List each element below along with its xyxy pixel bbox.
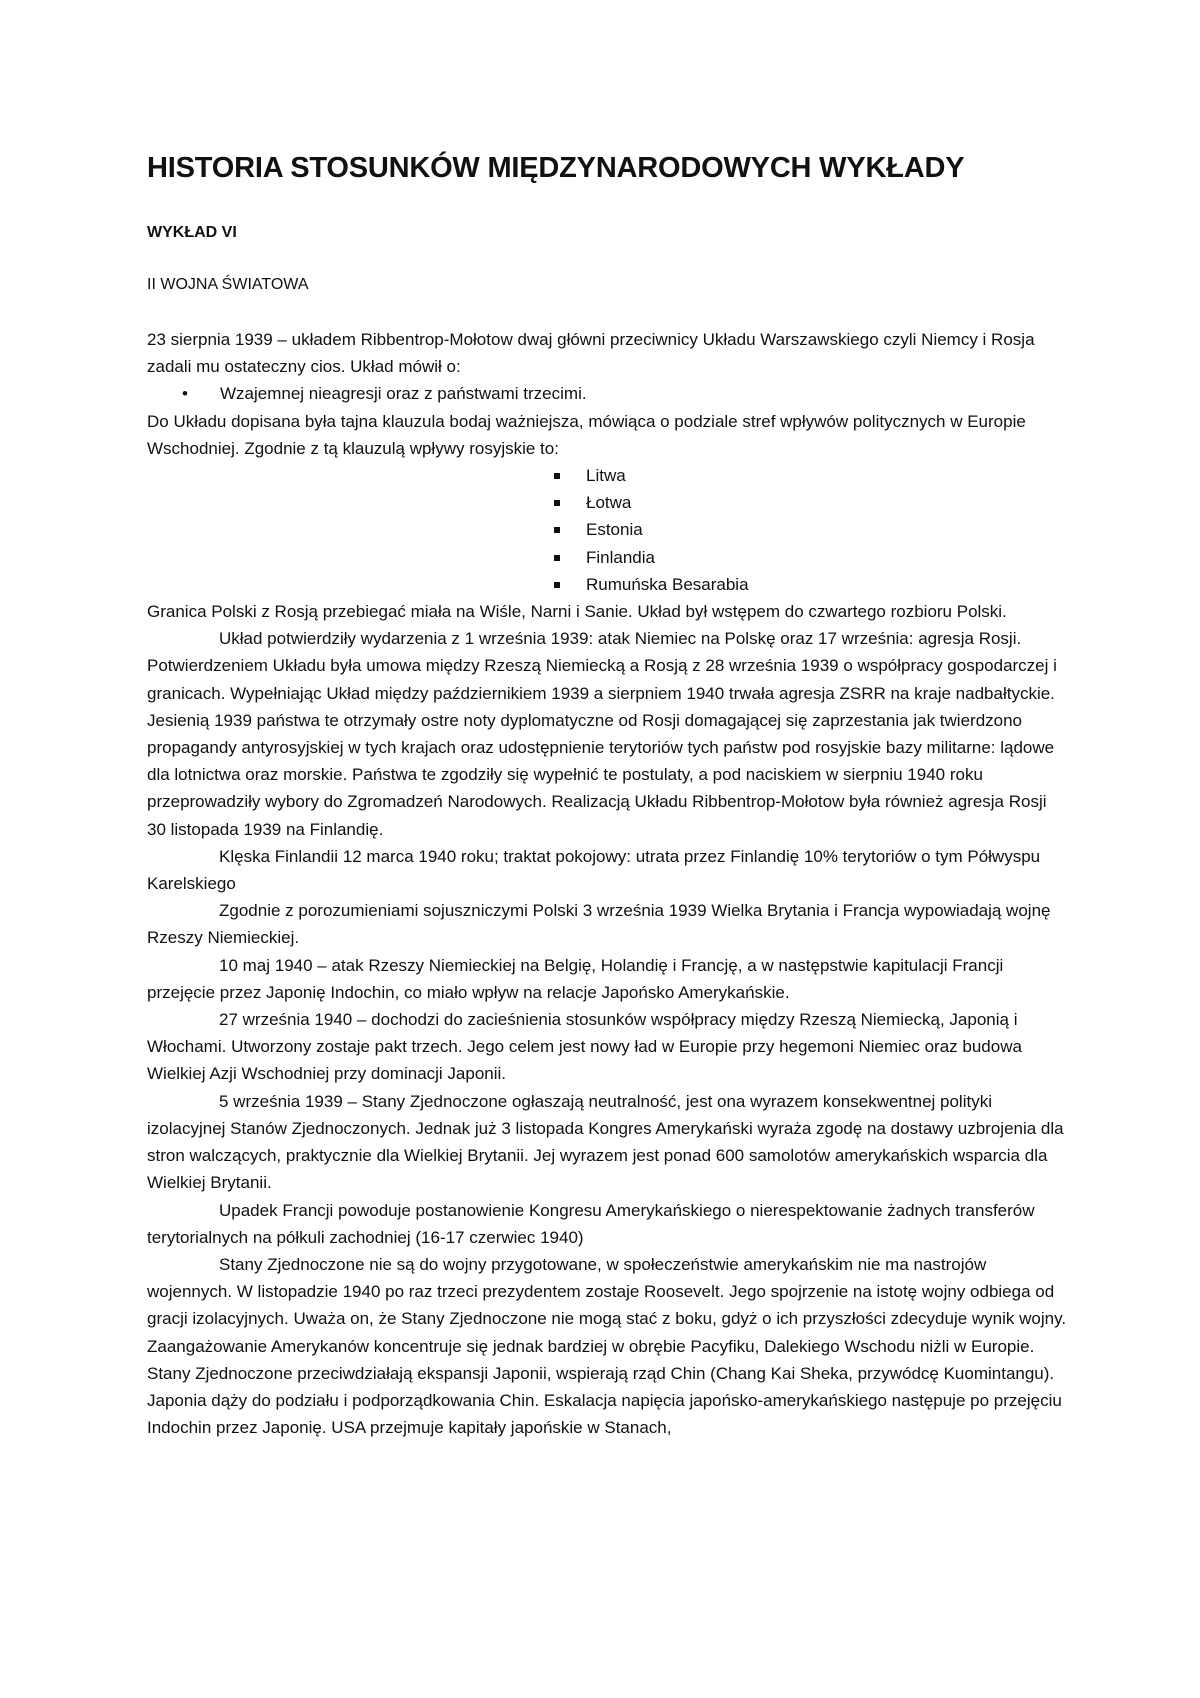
lecture-heading: WYKŁAD VI: [147, 224, 237, 241]
square-bullet-icon: [554, 500, 560, 506]
square-bullet-icon: [554, 527, 560, 533]
square-bullet-icon: [554, 582, 560, 588]
paragraph-4: Układ potwierdziły wydarzenia z 1 września 1939: atak Niemiec na Polskę oraz 17 września: agresja Rosji. Potwierdzeniem Układu była umowa między Rzeszą Niemiecką a Rosją z 28 września 1939 o współpracy gospodarczej i granicach. Wypełniając Układ między październikiem 1939 a sierpniem 1940 trwała agresja ZSRR na kraje nadbałtyckie. Jesienią 1939 państwa te otrzymały ostre noty dyplomatyczne od Rosji domagającej się zaprzestania jak twierdzono propagandy antyrosyjskiej w tych krajach oraz udostępnienie terytoriów tych państw pod rosyjskie bazy militarne: lądowe dla lotnictwa oraz morskie. Państwa te zgodziły się wypełnić te postulaty, a pod naciskiem w sierpniu 1940 roku przeprowadziły wybory do Zgromadzeń Narodowych. Realizacją Układu Ribbentrop-Mołotow była również agresja Rosji 30 listopada 1939 na Finlandię.: [147, 629, 1057, 839]
document-body: [147, 326, 1067, 1441]
document-title: HISTORIA STOSUNKÓW MIĘDZYNARODOWYCH WYKŁADY: [147, 152, 965, 184]
list-item: [550, 571, 1067, 598]
list-item-text: Rumuńska Besarabia: [586, 574, 749, 594]
document-page: [147, 150, 1067, 1441]
paragraph-3: Granica Polski z Rosją przebiegać miała na Wiśle, Narni i Sanie. Układ był wstępem do czwartego rozbioru Polski.: [147, 602, 1007, 622]
paragraph-2: Do Układu dopisana była tajna klauzula bodaj ważniejsza, mówiąca o podziale stref wpływów politycznych w Europie Wschodniej. Zgodnie z tą klauzulą wpływy rosyjskie to:: [147, 411, 1026, 458]
list-item: [550, 462, 1067, 489]
list-item-text: Finlandia: [586, 547, 655, 567]
bullet-icon: •: [182, 384, 188, 404]
paragraph-7: 10 maj 1940 – atak Rzeszy Niemieckiej na Belgię, Holandię i Francję, a w następstwie kapitulacji Francji przejęcie przez Japonię Indochin, co miało wpływ na relacje Japońsko Amerykańskie.: [147, 955, 1004, 1002]
section-heading: II WOJNA ŚWIATOWA: [147, 276, 309, 293]
square-bullet-icon: [554, 473, 560, 479]
paragraph-11: Stany Zjednoczone nie są do wojny przygotowane, w społeczeństwie amerykańskim nie ma nastrojów wojennych. W listopadzie 1940 po raz trzeci prezydentem zostaje Roosevelt. Jego spojrzenie na istotę wojny odbiega od gracji izolacyjnych. Uważa on, że Stany Zjednoczone nie mogą stać z boku, gdyż o ich przyszłości zdecyduje wynik wojny. Zaangażowanie Amerykanów koncentruje się jednak bardziej w obrębie Pacyfiku, Dalekiego Wschodu niżli w Europie. Stany Zjednoczone przeciwdziałają ekspansji Japonii, wspierają rząd Chin (Chang Kai Sheka, przywódcę Kuomintangu). Japonia dąży do podziału i podporządkowania Chin. Eskalacja napięcia japońsko-amerykańskiego następuje po przejęciu Indochin przez Japonię. USA przejmuje kapitały japońskie w Stanach,: [147, 1254, 1067, 1438]
list-item-text: Wzajemnej nieagresji oraz z państwami trzecimi.: [220, 384, 587, 404]
influence-list: [147, 462, 1067, 598]
list-item: [182, 380, 1067, 407]
paragraph-8: 27 września 1940 – dochodzi do zacieśnienia stosunków współpracy między Rzeszą Niemiecką, Japonią i Włochami. Utworzony zostaje pakt trzech. Jego celem jest nowy ład w Europie przy hegemoni Niemiec oraz budowa Wielkiej Azji Wschodniej przy dominacji Japonii.: [147, 1010, 1022, 1084]
paragraph-9: 5 września 1939 – Stany Zjednoczone ogłaszają neutralność, jest ona wyrazem konsekwentnej polityki izolacyjnej Stanów Zjednoczonych. Jednak już 3 listopada Kongres Amerykański wyraża zgodę na dostawy uzbrojenia dla stron walczących, praktycznie dla Wielkiej Brytanii. Jej wyrazem jest ponad 600 samolotów amerykańskich wsparcia dla Wielkiej Brytanii.: [147, 1091, 1064, 1193]
paragraph-1: 23 sierpnia 1939 – układem Ribbentrop-Mołotow dwaj główni przeciwnicy Układu Warszawskiego czyli Niemcy i Rosja zadali mu ostateczny cios. Układ mówił o:: [147, 330, 1035, 377]
square-bullet-icon: [554, 555, 560, 561]
list-item-text: Estonia: [586, 520, 643, 540]
list-item: [550, 516, 1067, 543]
list-item-text: Litwa: [586, 466, 626, 486]
paragraph-10: Upadek Francji powoduje postanowienie Kongresu Amerykańskiego o nierespektowanie żadnych transferów terytorialnych na półkuli zachodniej (16-17 czerwiec 1940): [147, 1200, 1035, 1247]
list-item: [550, 544, 1067, 571]
list-item: [550, 489, 1067, 516]
pact-terms-list: [147, 380, 1067, 407]
paragraph-6: Zgodnie z porozumieniami sojuszniczymi Polski 3 września 1939 Wielka Brytania i Francja wypowiadają wojnę Rzeszy Niemieckiej.: [147, 901, 1051, 948]
list-item-text: Łotwa: [586, 493, 632, 513]
paragraph-5: Klęska Finlandii 12 marca 1940 roku; traktat pokojowy: utrata przez Finlandię 10% terytoriów o tym Półwyspu Karelskiego: [147, 846, 1041, 894]
